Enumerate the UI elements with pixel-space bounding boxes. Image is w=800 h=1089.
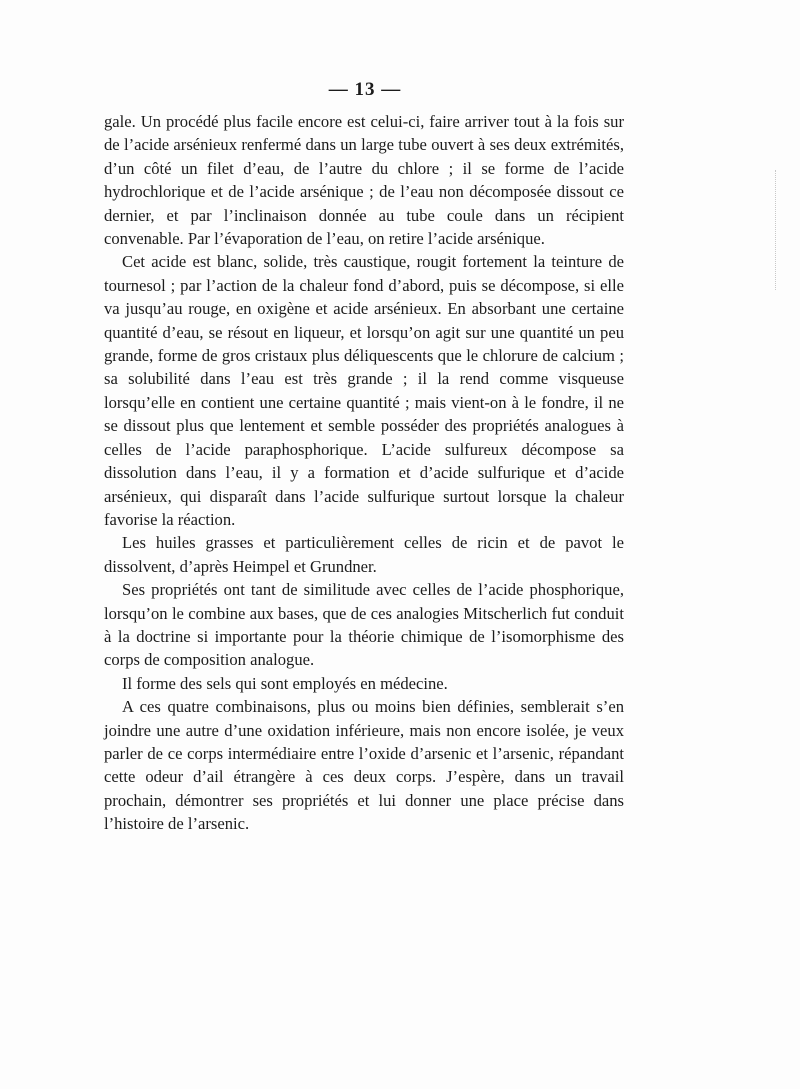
margin-mark [775,170,780,290]
paragraph-2: Cet acide est blanc, solide, très caustique, rougit fortement la teinture de tournesol ; par l’action de la chaleur fond d’abord, puis se décompose, si elle va jusqu’au rouge, en oxigène et acide arsénieux. En absorbant une certaine quantité d’eau, se résout en liqueur, et lorsqu’on agit sur une quantité un peu grande, forme de gros cristaux plus déliquescents que le chlorure de calcium ; sa solubilité dans l’eau est très grande ; il la rend comme visqueuse lorsqu’elle en contient une certaine quantité ; mais vient-on à le fondre, il ne se dissout plus que lentement et semble posséder des propriétés analogues à celles de l’acide paraphosphorique. L’acide sulfureux décompose sa dissolution dans l’eau, il y a formation et d’acide sulfurique et d’acide arsénieux, qui disparaît dans l’acide sulfurique surtout lorsque la chaleur favorise la réaction. [104,252,624,529]
page-number: — 13 — [328,79,402,100]
body-text [104,110,624,836]
paragraph-4: Ses propriétés ont tant de similitude avec celles de l’acide phosphorique, lorsqu’on le combine aux bases, que de ces analogies Mitscherlich fut conduit à la doctrine si importante pour la théorie chimique de l’isomorphisme des corps de composition analogue. [104,580,624,670]
paragraph-3: Les huiles grasses et particulièrement celles de ricin et de pavot le dissolvent, d’après Heimpel et Grundner. [104,533,624,576]
paragraph-6: A ces quatre combinaisons, plus ou moins bien définies, semblerait s’en joindre une autre d’une oxidation inférieure, mais non encore isolée, je veux parler de ce corps intermédiaire entre l’oxide d’arsenic et l’arsenic, répandant cette odeur d’ail étrangère à ces deux corps. J’espère, dans un travail prochain, démontrer ses propriétés et lui donner une place précise dans l’histoire de l’arsenic. [104,697,624,834]
paragraph-1: gale. Un procédé plus facile encore est celui-ci, faire arriver tout à la fois sur de l’acide arsénieux renfermé dans un large tube ouvert à ses deux extrémités, d’un côté un filet d’eau, de l’autre du chlore ; il se forme de l’acide hydrochlorique et de l’acide arsénique ; de l’eau non décomposée dissout ce dernier, et par l’inclinaison donnée au tube coule dans un récipient convenable. Par l’évaporation de l’eau, on retire l’acide arsénique. [104,112,624,249]
paragraph-5: Il forme des sels qui sont employés en médecine. [122,673,448,693]
